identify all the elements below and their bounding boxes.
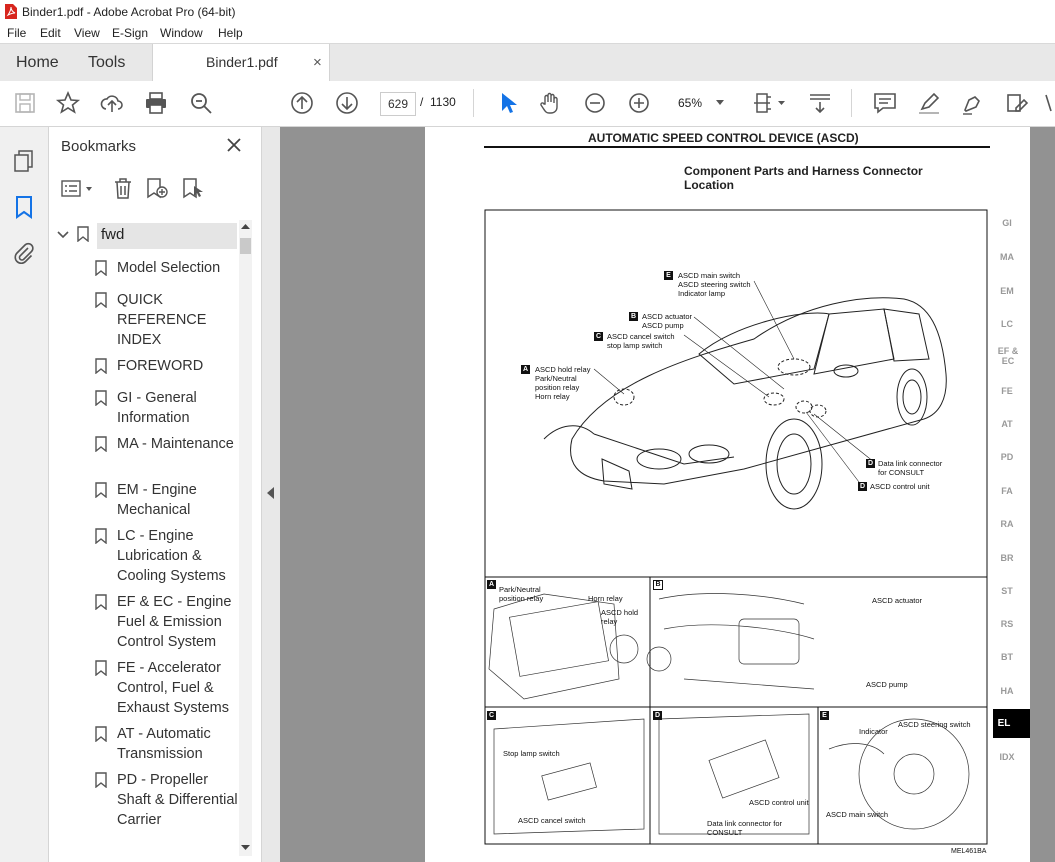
callout-marker-c: C: [595, 333, 602, 340]
callout-a: ASCD hold relay Park/Neutral position relay Horn relay: [535, 365, 591, 401]
tab-tools[interactable]: Tools: [88, 54, 126, 71]
panel-c-label: Stop lamp switch: [503, 749, 560, 758]
bookmark-icon: [95, 358, 107, 374]
bookmark-label: LC - Engine Lubrication & Cooling Systems: [117, 528, 226, 584]
bookmark-root-fwd[interactable]: [97, 223, 237, 249]
bookmark-label: EF & EC - Engine Fuel & Emission Control System: [117, 594, 232, 650]
bookmarks-panel-icon[interactable]: [14, 195, 34, 219]
bookmark-label: AT - Automatic Transmission: [117, 726, 211, 762]
acrobat-logo-icon: [5, 4, 17, 19]
window-title: Binder1.pdf - Adobe Acrobat Pro (64-bit): [22, 5, 236, 19]
toolbar: [0, 81, 1055, 127]
panel-d-label: Data link connector for CONSULT: [707, 819, 783, 837]
menu-bar: [0, 23, 1055, 43]
bookmark-icon: [95, 726, 107, 742]
section-tab: GI: [1002, 218, 1012, 228]
callout-d-control-unit: ASCD control unit: [870, 482, 930, 491]
menu-view[interactable]: View: [74, 26, 100, 40]
next-page-icon[interactable]: [334, 90, 360, 116]
bookmark-icon: [95, 482, 107, 498]
bookmark-icon: [77, 226, 89, 242]
bookmark-label: QUICK REFERENCE INDEX: [117, 292, 207, 348]
page-separator: /: [420, 95, 424, 109]
bookmark-from-selection-icon[interactable]: [181, 177, 205, 199]
panel-a-label: Park/Neutral position relay: [499, 585, 544, 603]
zoom-out-icon[interactable]: [582, 90, 608, 116]
figure-code: MEL461BA: [951, 848, 987, 855]
collapse-panel-icon[interactable]: [267, 487, 275, 499]
bookmarks-title: Bookmarks: [61, 138, 137, 155]
bookmark-label: FE - Accelerator Control, Fuel & Exhaust Systems: [117, 660, 230, 716]
bookmarks-scrollbar[interactable]: [239, 220, 252, 856]
page-fit-icon[interactable]: [752, 90, 788, 116]
section-tab: PD: [1000, 452, 1014, 462]
section-tab: FA: [1001, 486, 1013, 496]
callout-marker-d: D: [859, 483, 866, 490]
menu-window[interactable]: Window: [160, 26, 203, 40]
bookmark-label: Model Selection: [117, 260, 221, 276]
callout-marker-e: E: [664, 271, 673, 280]
scroll-down-icon[interactable]: [241, 844, 250, 851]
navigation-rail: [0, 127, 49, 862]
section-tab: FE: [1001, 386, 1013, 396]
panel-marker-a: A: [488, 581, 495, 588]
panel-e-label: ASCD main switch: [826, 810, 889, 819]
panel-a-label: ASCD hold relay: [601, 608, 639, 626]
bookmark-icon: [95, 292, 107, 308]
section-tab: BT: [1001, 652, 1013, 662]
more-tools-icon[interactable]: [1044, 90, 1055, 116]
panel-a-label: Horn relay: [588, 594, 623, 603]
bookmark-label: PD - Propeller Shaft & Differential Carrier: [117, 772, 238, 828]
panel-splitter[interactable]: [262, 127, 280, 862]
chevron-down-icon[interactable]: [57, 230, 69, 240]
panel-c-label: ASCD cancel switch: [518, 816, 586, 825]
bookmark-icon: [95, 772, 107, 788]
callout-e: ASCD main switch ASCD steering switch Indicator lamp: [678, 271, 751, 298]
bookmark-label: EM - Engine Mechanical: [117, 482, 197, 518]
total-pages: 1130: [430, 95, 456, 109]
zoom-value: 65%: [678, 96, 703, 110]
scroll-up-icon[interactable]: [241, 223, 250, 230]
panel-e-label: Indicator: [859, 727, 888, 736]
section-tab: RS: [1000, 619, 1014, 629]
section-tab: ST: [1001, 586, 1013, 596]
tab-document-label: Binder1.pdf: [206, 54, 278, 70]
fill-sign-icon[interactable]: [1004, 90, 1030, 116]
toolbar-divider: [851, 89, 852, 117]
hand-tool-icon[interactable]: [537, 90, 563, 116]
callout-d-data-link: Data link connector for CONSULT: [878, 459, 943, 477]
section-tab: EM: [1000, 286, 1014, 296]
tab-document[interactable]: [152, 44, 330, 82]
section-title: Component Parts and Harness Connector Location: [684, 164, 923, 192]
upload-cloud-icon[interactable]: [99, 90, 125, 116]
doc-header: AUTOMATIC SPEED CONTROL DEVICE (ASCD): [588, 131, 859, 145]
callout-marker-b: B: [630, 313, 637, 320]
bookmark-star-icon[interactable]: [55, 90, 81, 116]
prev-page-icon[interactable]: [289, 90, 315, 116]
section-tab: IDX: [999, 752, 1015, 762]
bookmark-icon: [95, 390, 107, 406]
menu-file[interactable]: File: [7, 26, 27, 40]
section-tab: HA: [1000, 686, 1014, 696]
section-tab: LC: [1001, 319, 1013, 329]
save-icon[interactable]: [12, 90, 38, 116]
delete-bookmark-icon[interactable]: [113, 177, 133, 199]
print-icon[interactable]: [143, 90, 169, 116]
page-number-input[interactable]: 629: [380, 92, 416, 116]
tab-close-icon[interactable]: ×: [313, 54, 322, 71]
callout-marker-a: A: [522, 366, 529, 373]
header-rule: [484, 146, 990, 148]
bookmark-root-label: fwd: [101, 226, 125, 243]
tab-bar: [0, 43, 1055, 82]
title-bar: [0, 0, 1055, 23]
bookmark-label: MA - Maintenance: [117, 436, 234, 452]
bookmarks-toolbar: [49, 167, 261, 209]
bookmark-icon: [95, 528, 107, 544]
select-cursor-icon[interactable]: [494, 90, 520, 116]
section-tab: EF & EC: [997, 346, 1019, 366]
bookmarks-panel: [49, 127, 262, 862]
highlight-pen-icon[interactable]: [916, 90, 942, 116]
menu-esign[interactable]: E-Sign: [112, 26, 149, 40]
comment-icon[interactable]: [872, 90, 898, 116]
panel-b-label: ASCD actuator: [872, 596, 923, 605]
zoom-search-icon[interactable]: [188, 90, 214, 116]
section-tab: BR: [1000, 553, 1014, 563]
panel-marker-d: D: [654, 712, 661, 719]
zoom-select[interactable]: [672, 92, 730, 114]
menu-help[interactable]: Help: [218, 26, 243, 40]
attachments-paperclip-icon[interactable]: [12, 241, 36, 265]
close-icon[interactable]: [225, 136, 243, 154]
panel-b-label: ASCD pump: [866, 680, 908, 689]
scroll-mode-icon[interactable]: [807, 90, 833, 116]
section-tab: AT: [1001, 419, 1013, 429]
callout-c: ASCD cancel switch stop lamp switch: [607, 332, 675, 350]
bookmark-label: GI - General Information: [117, 390, 197, 426]
page-thumbnails-icon[interactable]: [12, 149, 36, 173]
active-section-tab-label: EL: [997, 718, 1011, 729]
callout-b: ASCD actuator ASCD pump: [642, 312, 693, 330]
menu-edit[interactable]: Edit: [40, 26, 61, 40]
toolbar-divider: [473, 89, 474, 117]
sign-pen-icon[interactable]: [960, 90, 986, 116]
bookmark-icon: [95, 260, 107, 276]
section-tab: MA: [1000, 252, 1014, 262]
bookmark-icon: [95, 594, 107, 610]
new-bookmark-icon[interactable]: [145, 177, 169, 199]
bookmark-options-icon[interactable]: [61, 179, 95, 199]
panel-marker-c: C: [488, 712, 495, 719]
chevron-down-icon: [716, 100, 724, 106]
section-tab: RA: [1000, 519, 1014, 529]
bookmark-icon: [95, 660, 107, 676]
bookmark-icon: [95, 436, 107, 452]
panel-d-label: ASCD control unit: [749, 798, 809, 807]
panel-marker-b: B: [653, 580, 663, 590]
bookmarks-scroll-thumb[interactable]: [240, 238, 251, 254]
callout-marker-d: D: [867, 460, 874, 467]
panel-e-label: ASCD steering switch: [898, 720, 971, 729]
panel-marker-e: E: [820, 711, 829, 720]
tab-home[interactable]: Home: [16, 54, 59, 71]
zoom-in-icon[interactable]: [626, 90, 652, 116]
page-count: [420, 95, 456, 109]
bookmark-label: FOREWORD: [117, 358, 204, 374]
